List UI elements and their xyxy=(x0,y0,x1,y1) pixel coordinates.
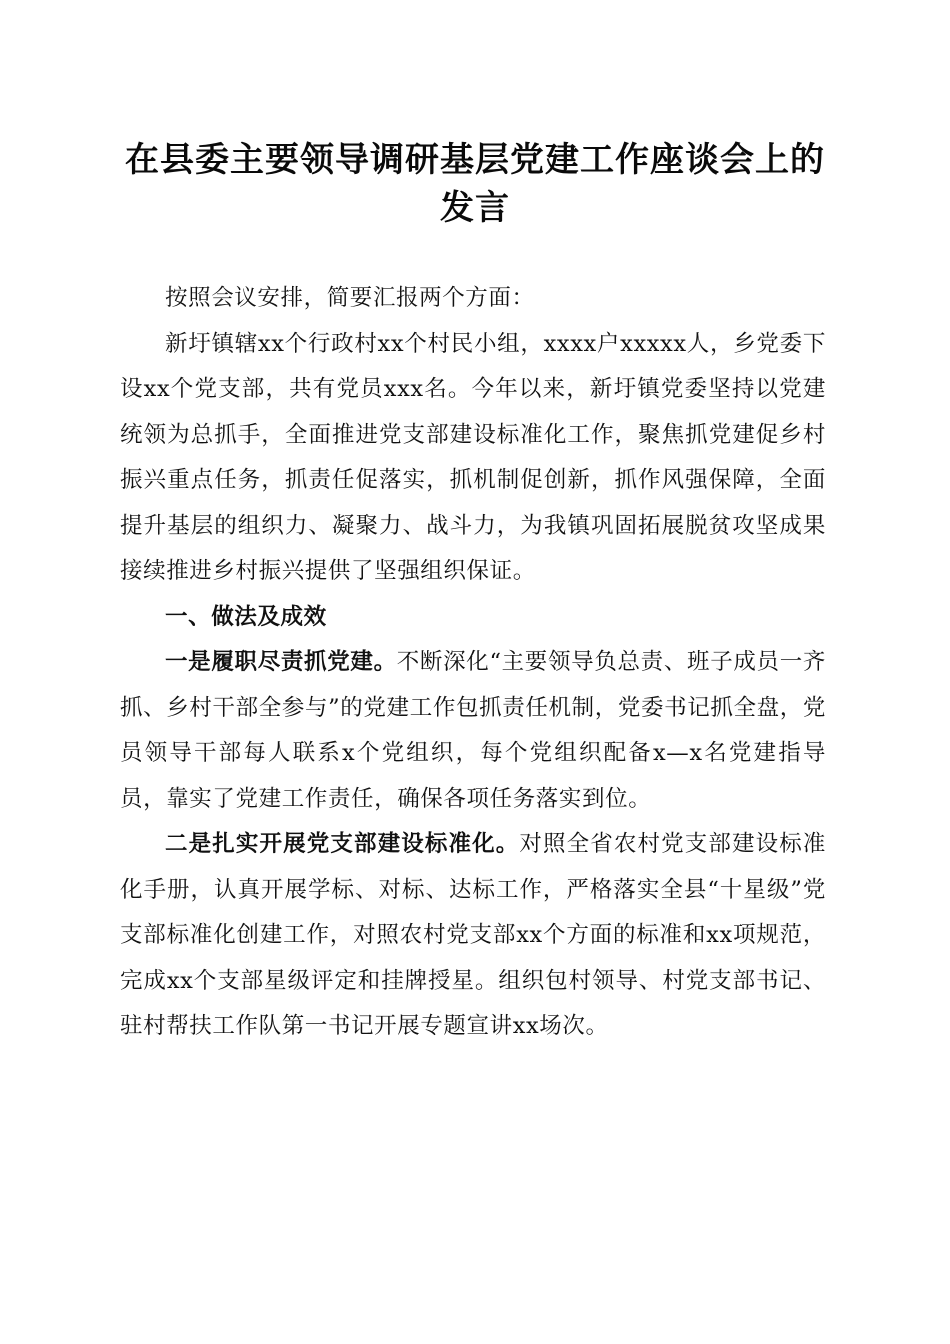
intro-paragraph: 按照会议安排，简要汇报两个方面： xyxy=(165,285,535,311)
point-text-1: 不断深化“主要领导负总责、班子成员一齐抓、乡村干部全参与”的党建工作包抓责任机制，党委书记抓全盘，党员领导干部每人联系x个党组织，每个党组织配备x—x名党建指导员，靠实了党建工作责任，确保各项任务落实到位。 xyxy=(120,649,826,812)
point-paragraph-1 xyxy=(120,640,826,822)
point-lead-2: 二是扎实开展党支部建设标准化。 xyxy=(165,831,520,857)
document-body xyxy=(120,276,826,1050)
section-heading: 一、做法及成效 xyxy=(165,603,327,630)
title-line-2: 发言 xyxy=(440,188,510,228)
document-title xyxy=(110,136,840,232)
overview-paragraph: 新圩镇辖xx个行政村xx个村民小组，xxxx户xxxxx人，乡党委下设xx个党支部，共有党员xxx名。今年以来，新圩镇党委坚持以党建统领为总抓手，全面推进党支部建设标准化工作，聚焦抓党建促乡村振兴重点任务，抓责任促落实，抓机制促创新，抓作风强保障，全面提升基层的组织力、凝聚力、战斗力，为我镇巩固拓展脱贫攻坚成果接续推进乡村振兴提供了坚强组织保证。 xyxy=(120,330,826,584)
title-line-1: 在县委主要领导调研基层党建工作座谈会上的 xyxy=(125,140,825,180)
point-text-2: 对照全省农村党支部建设标准化手册，认真开展学标、对标、达标工作，严格落实全县“十星级”党支部标准化创建工作，对照农村党支部xx个方面的标准和xx项规范，完成xx个支部星级评定和挂牌授星。组织包村领导、村党支部书记、驻村帮扶工作队第一书记开展专题宣讲xx场次。 xyxy=(120,831,826,1039)
point-lead-1: 一是履职尽责抓党建。 xyxy=(165,649,397,675)
point-paragraph-2 xyxy=(120,822,826,1050)
